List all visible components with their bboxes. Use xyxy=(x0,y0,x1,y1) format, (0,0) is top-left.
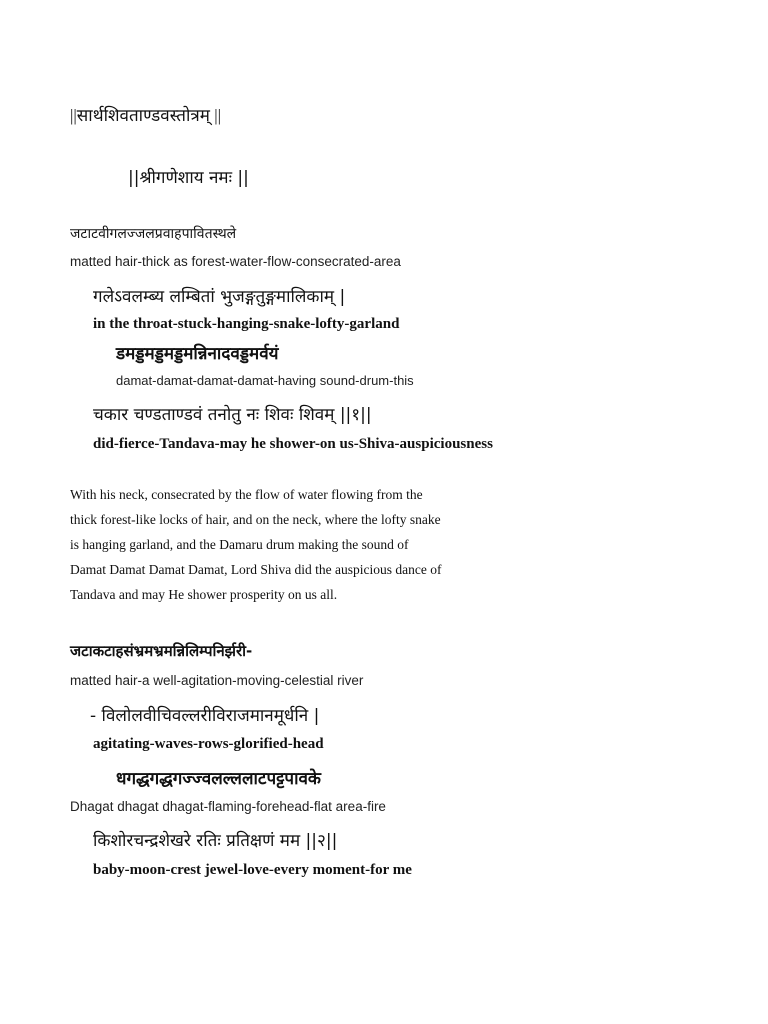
verse1-line1-sanskrit: जटाटवीगलज्जलप्रवाहपावितस्थले xyxy=(70,226,237,242)
document-title: ||सार्थशिवताण्डवस्तोत्रम् || xyxy=(70,106,222,125)
translation-line: With his neck, consecrated by the flow of water flowing from the xyxy=(70,487,423,502)
translation-line: Damat Damat Damat Damat, Lord Shiva did the auspicious dance of xyxy=(70,562,442,577)
verse2-line2-sanskrit: - विलोलवीचिवल्लरीविराजमानमूर्धनि | xyxy=(90,706,320,726)
invocation: ||श्रीगणेशाय नमः || xyxy=(128,168,249,188)
translation-line: thick forest-like locks of hair, and on the neck, where the lofty snake xyxy=(70,512,441,527)
verse2-line2-gloss: agitating-waves-rows-glorified-head xyxy=(93,736,324,752)
verse1-line4-sanskrit: चकार चण्डताण्डवं तनोतु नः शिवः शिवम् ||१|| xyxy=(93,405,372,425)
verse2-line3-sanskrit: धगद्धगद्धगज्ज्वलल्ललाटपट्टपावके xyxy=(116,769,321,789)
verse2-line3-gloss: Dhagat dhagat dhagat-flaming-forehead-flat area-fire xyxy=(70,799,386,814)
verse1-line2-sanskrit: गलेऽवलम्ब्य लम्बितां भुजङ्गतुङ्गमालिकाम् | xyxy=(93,287,346,307)
verse2-line4-sanskrit: किशोरचन्द्रशेखरे रतिः प्रतिक्षणं मम ||२|| xyxy=(93,831,338,851)
verse2-line4-gloss: baby-moon-crest jewel-love-every moment-for me xyxy=(93,862,412,878)
verse1-line1-gloss: matted hair-thick as forest-water-flow-consecrated-area xyxy=(70,254,401,269)
verse1-translation xyxy=(70,482,442,607)
translation-line: Tandava and may He shower prosperity on us all. xyxy=(70,587,338,602)
verse1-line2-gloss: in the throat-stuck-hanging-snake-lofty-garland xyxy=(93,316,400,332)
verse2-line1-gloss: matted hair-a well-agitation-moving-celestial river xyxy=(70,673,364,688)
verse1-line3-sanskrit: डमड्डमड्डमड्डमन्निनादवड्डमर्वयं xyxy=(116,344,279,364)
translation-line: is hanging garland, and the Damaru drum making the sound of xyxy=(70,537,409,552)
verse1-line4-gloss: did-fierce-Tandava-may he shower-on us-Shiva-auspiciousness xyxy=(93,436,493,452)
verse2-line1-sanskrit: जटाकटाहसंभ्रमभ्रमन्निलिम्पनिर्झरी- xyxy=(70,642,253,660)
verse1-line3-gloss: damat-damat-damat-damat-having sound-drum-this xyxy=(116,373,414,388)
